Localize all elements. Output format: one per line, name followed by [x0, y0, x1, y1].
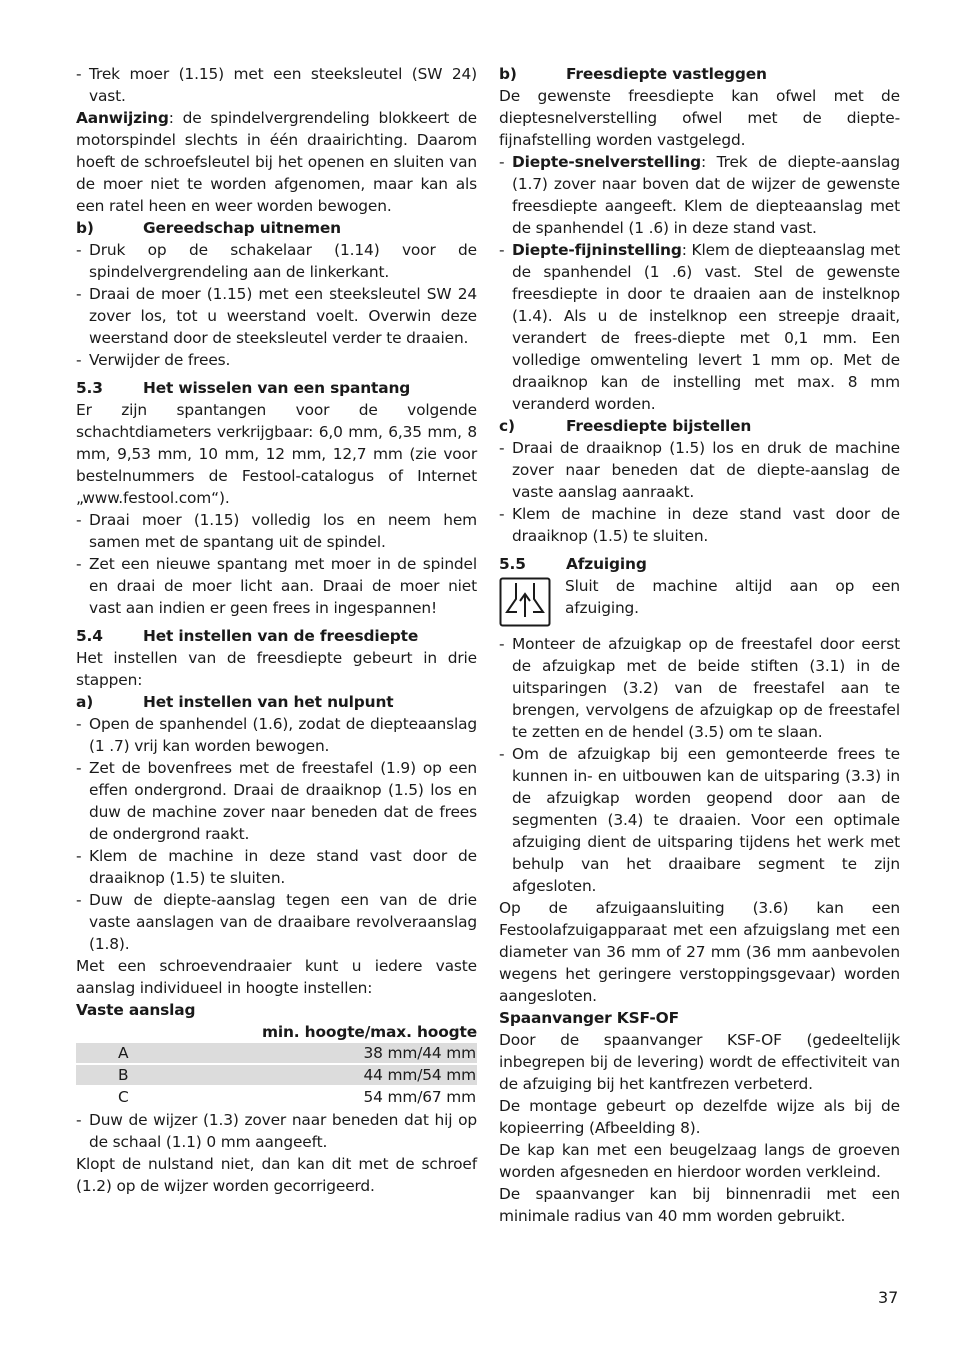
list-item: - Draai de draaiknop (1.5) los en druk de machine zover naar beneden dat de diepte-aanslag de vaste aanslag aanraakt.	[499, 439, 900, 501]
paragraph: Er zijn spantangen voor de volgende schachtdiameters verkrijgbaar: 6,0 mm, 6,35 mm, 8 mm, 9,53 mm, 10 mm, 12 mm, 12,7 mm (zie voor bestelnummers de Festool-catalogus of Internet „www.festool.com“).	[76, 401, 477, 507]
right-column	[499, 63, 900, 1227]
list-item: - Klem de machine in deze stand vast door de draaiknop (1.5) te sluiten.	[499, 505, 900, 545]
subheading-b: b) Freesdiepte vastleggen	[499, 65, 767, 83]
list-item: - Draai de moer (1.15) met een steeksleutel SW 24 zover los, tot u weerstand voelt. Overwin deze weerstand door de steeksleutel verder te draaien.	[76, 285, 477, 347]
table-header: min. hoogte/max. hoogte	[261, 1023, 477, 1041]
paragraph: Het instellen van de freesdiepte gebeurt in drie stappen:	[76, 649, 477, 689]
table-row: C 54 mm/67 mm	[118, 1088, 476, 1106]
subheading-a: a) Het instellen van het nulpunt	[76, 693, 394, 711]
note-paragraph: Aanwijzing: de spindelvergrendeling blokkeert de motorspindel slechts in één draairichting. Daarom hoeft de schroefsleutel bij het openen en sluiten van de moer niet te worden afgenomen, maar kan als een ratel heen en weer worden bewogen.	[76, 109, 477, 215]
table-title: Vaste aanslag	[76, 1001, 196, 1019]
paragraph: De montage gebeurt op dezelfde wijze als bij de kopieerring (Afbeelding 8).	[499, 1097, 900, 1137]
paragraph: Door de spaanvanger KSF-OF (gedeeltelijk inbegrepen bij de levering) wordt de effectiviteit van de afzuiging bij het kantfrezen verbeterd.	[499, 1031, 900, 1093]
subheading-c: c) Freesdiepte bijstellen	[499, 417, 752, 435]
section-heading-5-4: 5.4 Het instellen van de freesdiepte	[76, 627, 419, 645]
list-item: - Diepte-snelverstelling: Trek de diepte-aanslag (1.7) zover naar boven dat de wijzer de gewenste freesdiepte aangeeft. Klem de diepteaanslag met de spanhendel (1 .6) in deze stand vast.	[499, 153, 900, 237]
table-row: B 44 mm/54 mm	[76, 1065, 477, 1085]
list-item: - Zet een nieuwe spantang met moer in de spindel en draai de moer licht aan. Draai de moer niet vast aan indien er geen frees in ingespannen!	[76, 555, 477, 617]
note-label: Aanwijzing	[76, 109, 169, 127]
section-heading-5-3: 5.3 Het wisselen van een spantang	[76, 379, 411, 397]
list-item: - Zet de bovenfrees met de freestafel (1.9) op een effen ondergrond. Draai de draaiknop (1.5) los en duw de machine zover naar beneden dat de frees de ondergrond raakt.	[76, 759, 477, 843]
list-item: - Klem de machine in deze stand vast door de draaiknop (1.5) te sluiten.	[76, 847, 477, 887]
list-item: - Verwijder de frees.	[76, 351, 231, 369]
left-column	[76, 63, 477, 1197]
paragraph: De spaanvanger kan bij binnenradii met een minimale radius van 40 mm worden gebruikt.	[499, 1185, 900, 1225]
ksf-heading: Spaanvanger KSF-OF	[499, 1009, 679, 1027]
paragraph: Op de afzuigaansluiting (3.6) kan een Festoolafzuigapparaat met een afzuigslang met een diameter van 36 mm of 27 mm (36 mm aanbevolen wegens het geringere verstoppingsgevaar) worden aangesloten.	[499, 899, 900, 1005]
list-item: - Duw de wijzer (1.3) zover naar beneden dat hij op de schaal (1.1) 0 mm aangeeft.	[76, 1111, 477, 1151]
dust-extraction-icon	[499, 577, 551, 627]
table-row: A 38 mm/44 mm	[76, 1043, 477, 1063]
page-number: 37	[878, 1288, 899, 1307]
list-item: - Draai moer (1.15) volledig los en neem hem samen met de spantang uit de spindel.	[76, 511, 477, 551]
list-item: - Diepte-fijninstelling: Klem de diepteaanslag met de spanhendel (1 .6) vast. Stel de gewenste freesdiepte in door te draaien aan de instelknop (1.4). Als u de instelknop een streepje draait, verandert de frees-diepte met 0,1 mm. Een volledige omwenteling levert 1 mm op. Met de draaiknop kan de instelling met max. 8 mm veranderd worden.	[499, 241, 900, 413]
paragraph: Met een schroevendraaier kunt u iedere vaste aanslag individueel in hoogte instellen:	[76, 957, 477, 997]
subheading-b: b) Gereedschap uitnemen	[76, 219, 341, 237]
paragraph: De gewenste freesdiepte kan ofwel met de dieptesnelverstelling ofwel met de diepte-fijnafstelling worden vastgelegd.	[499, 87, 900, 149]
extraction-note	[499, 575, 900, 627]
stop-table	[76, 1043, 477, 1107]
list-item: - Druk op de schakelaar (1.14) voor de spindelvergrendeling aan de linkerkant.	[76, 241, 477, 281]
paragraph: Klopt de nulstand niet, dan kan dit met de schroef (1.2) op de wijzer worden gecorrigeerd.	[76, 1155, 477, 1195]
section-heading-5-5: 5.5 Afzuiging	[499, 555, 647, 573]
list-item: - Trek moer (1.15) met een steeksleutel (SW 24) vast.	[76, 65, 477, 105]
list-item: - Monteer de afzuigkap op de freestafel door eerst de afzuigkap met de beide stiften (3.1) in de uitsparingen (3.2) van de freestafel aan te brengen, vervolgens de afzuigkap op de freestafel te zetten en de hendel (3.5) om te slaan.	[499, 635, 900, 741]
list-item: - Duw de diepte-aanslag tegen een van de drie vaste aanslagen van de draaibare revolveraanslag (1.8).	[76, 891, 477, 953]
paragraph: De kap kan met een beugelzaag langs de groeven worden afgesneden en hierdoor worden verkleind.	[499, 1141, 900, 1181]
extraction-note-text: Sluit de machine altijd aan op een afzuiging.	[565, 577, 900, 617]
list-item: - Open de spanhendel (1.6), zodat de diepteaanslag (1 .7) vrij kan worden bewogen.	[76, 715, 477, 755]
list-item: - Om de afzuigkap bij een gemonteerde frees te kunnen in- en uitbouwen kan de uitsparing (3.3) in de afzuigkap worden geopend door aan de segmenten (3.4) te draaien. Voor een optimale afzuiging dient de uitsparing tijdens het werk met behulp van het draaibare segment te zijn afgesloten.	[499, 745, 900, 895]
